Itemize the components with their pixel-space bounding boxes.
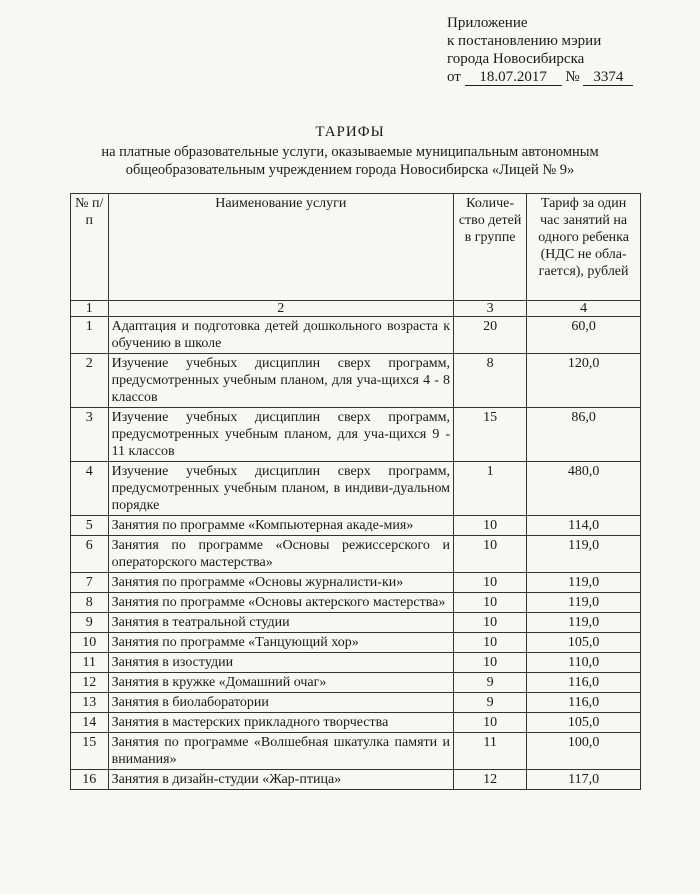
tariff-value: 114,0 (527, 516, 641, 536)
row-number: 9 (71, 613, 109, 633)
row-number: 14 (71, 713, 109, 733)
row-number: 2 (71, 354, 109, 408)
row-number: 4 (71, 462, 109, 516)
row-number: 10 (71, 633, 109, 653)
number-label: № (565, 69, 580, 85)
header-service-name: Наименование услуги (108, 194, 453, 301)
table-row (71, 573, 641, 593)
table-row (71, 317, 641, 354)
service-name: Занятия в изостудии (108, 653, 453, 673)
document-title: ТАРИФЫ (315, 124, 385, 140)
service-name: Изучение учебных дисциплин сверх программ, предусмотренных учебным планом, в индиви-дуальном порядке (108, 462, 453, 516)
table-row (71, 693, 641, 713)
tariff-value: 119,0 (527, 613, 641, 633)
appendix-line1: Приложение (447, 15, 528, 31)
group-size: 10 (454, 536, 527, 573)
row-number: 8 (71, 593, 109, 613)
service-name: Занятия в мастерских прикладного творчества (108, 713, 453, 733)
table-row (71, 673, 641, 693)
column-number: 2 (108, 301, 453, 317)
tariff-value: 86,0 (527, 408, 641, 462)
group-size: 20 (454, 317, 527, 354)
service-name: Адаптация и подготовка детей дошкольного возраста к обучению в школе (108, 317, 453, 354)
header-group-size: Количе-ство детей в группе (454, 194, 527, 301)
tariff-value: 116,0 (527, 673, 641, 693)
service-name: Занятия по программе «Основы актерского мастерства» (108, 593, 453, 613)
table-row (71, 613, 641, 633)
document-subtitle: на платные образовательные услуги, оказываемые муниципальным автономным общеобразовательным учреждением города Новосибирска «Лицей № 9» (101, 144, 599, 178)
group-size: 10 (454, 633, 527, 653)
service-name: Занятия по программе «Компьютерная акаде-мия» (108, 516, 453, 536)
group-size: 10 (454, 613, 527, 633)
decree-date: 18.07.2017 (465, 70, 562, 86)
service-name: Занятия по программе «Основы журналисти-ки» (108, 573, 453, 593)
group-size: 10 (454, 516, 527, 536)
tariffs-table (70, 193, 641, 790)
table-row (71, 536, 641, 573)
table-row (71, 733, 641, 770)
row-number: 5 (71, 516, 109, 536)
row-number: 6 (71, 536, 109, 573)
group-size: 10 (454, 573, 527, 593)
column-number: 4 (527, 301, 641, 317)
from-label: от (447, 69, 461, 85)
appendix-line3: города Новосибирска (447, 51, 585, 67)
service-name: Занятия в биолаборатории (108, 693, 453, 713)
group-size: 10 (454, 713, 527, 733)
tariff-value: 60,0 (527, 317, 641, 354)
service-name: Изучение учебных дисциплин сверх программ, предусмотренных учебным планом, для уча-щихся 9 - 11 классов (108, 408, 453, 462)
row-number: 16 (71, 770, 109, 790)
service-name: Занятия в дизайн-студии «Жар-птица» (108, 770, 453, 790)
table-header-row (71, 194, 641, 301)
tariff-value: 119,0 (527, 593, 641, 613)
group-size: 9 (454, 693, 527, 713)
row-number: 7 (71, 573, 109, 593)
tariff-value: 119,0 (527, 536, 641, 573)
header-tariff: Тариф за один час занятий на одного ребенка (НДС не обла-гается), рублей (527, 194, 641, 301)
tariff-value: 480,0 (527, 462, 641, 516)
tariff-value: 120,0 (527, 354, 641, 408)
row-number: 12 (71, 673, 109, 693)
row-number: 15 (71, 733, 109, 770)
table-row (71, 462, 641, 516)
group-size: 11 (454, 733, 527, 770)
tariff-value: 105,0 (527, 713, 641, 733)
table-row (71, 408, 641, 462)
service-name: Занятия по программе «Волшебная шкатулка памяти и внимания» (108, 733, 453, 770)
column-number: 1 (71, 301, 109, 317)
service-name: Занятия в кружке «Домашний очаг» (108, 673, 453, 693)
tariff-value: 116,0 (527, 693, 641, 713)
table-row (71, 713, 641, 733)
tariff-value: 119,0 (527, 573, 641, 593)
tariff-value: 117,0 (527, 770, 641, 790)
group-size: 10 (454, 593, 527, 613)
column-number: 3 (454, 301, 527, 317)
column-number-row (71, 301, 641, 317)
row-number: 13 (71, 693, 109, 713)
service-name: Изучение учебных дисциплин сверх программ, предусмотренных учебным планом, для уча-щихся 4 - 8 классов (108, 354, 453, 408)
table-row (71, 770, 641, 790)
tariff-value: 100,0 (527, 733, 641, 770)
table-row (71, 653, 641, 673)
table-row (71, 633, 641, 653)
appendix-line2: к постановлению мэрии (447, 33, 602, 49)
decree-number: 3374 (583, 70, 633, 86)
service-name: Занятия в театральной студии (108, 613, 453, 633)
group-size: 15 (454, 408, 527, 462)
table-row (71, 593, 641, 613)
table-row (71, 354, 641, 408)
group-size: 9 (454, 673, 527, 693)
row-number: 3 (71, 408, 109, 462)
group-size: 1 (454, 462, 527, 516)
tariff-value: 110,0 (527, 653, 641, 673)
row-number: 11 (71, 653, 109, 673)
tariff-value: 105,0 (527, 633, 641, 653)
appendix-date-line (447, 68, 633, 86)
service-name: Занятия по программе «Основы режиссерского и операторского мастерства» (108, 536, 453, 573)
appendix-block (447, 14, 633, 86)
group-size: 8 (454, 354, 527, 408)
group-size: 12 (454, 770, 527, 790)
table-row (71, 516, 641, 536)
header-number: № п/п (71, 194, 109, 301)
service-name: Занятия по программе «Танцующий хор» (108, 633, 453, 653)
group-size: 10 (454, 653, 527, 673)
row-number: 1 (71, 317, 109, 354)
